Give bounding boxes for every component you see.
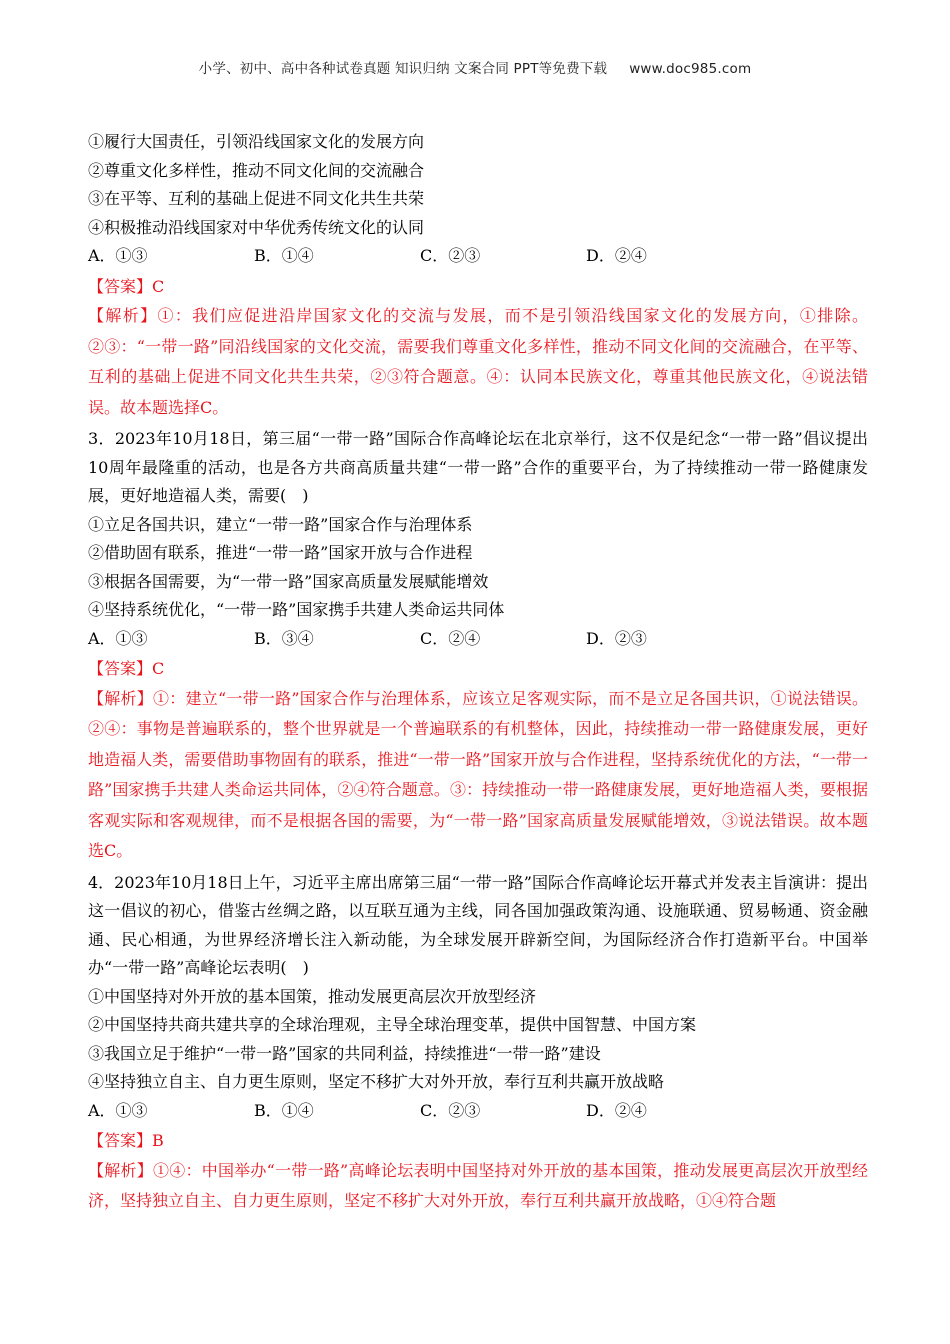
q4-options: [88, 1097, 868, 1126]
q4-option-a: A．①③: [88, 1100, 148, 1120]
q4-option-d: D．②④: [586, 1100, 647, 1120]
q2-answer: 【答案】C: [88, 276, 165, 296]
q2-option-a: A．①③: [88, 246, 148, 265]
q4-item-2: ②中国坚持共商共建共享的全球治理观，主导全球治理变革，提供中国智慧、中国方案: [88, 1015, 697, 1034]
q3-item-3: ③根据各国需要，为“一带一路”国家高质量发展赋能增效: [88, 571, 489, 591]
document-content: [88, 128, 868, 1217]
q2-options: [88, 242, 868, 271]
q4-option-c: C．②③: [420, 1100, 481, 1120]
q3-option-c: C．②④: [420, 628, 481, 648]
q4-option-b: B．①④: [254, 1100, 314, 1120]
question-3: [88, 425, 868, 867]
q4-answer: 【答案】B: [88, 1131, 164, 1150]
q4-analysis: 【解析】①④：中国举办“一带一路”高峰论坛表明中国坚持对外开放的基本国策，推动发展更高层次开放型经济，坚持独立自主、自力更生原则，坚定不移扩大对外开放，奉行互利共赢开放战略，①④符合题: [88, 1160, 868, 1210]
header-url[interactable]: www.doc985.com: [629, 61, 752, 77]
q3-stem: 3．2023年10月18日，第三届“一带一路”国际合作高峰论坛在北京举行，这不仅是纪念“一带一路”倡议提出10周年最隆重的活动，也是各方共商高质量共建“一带一路”合作的重要平台，为了持续推动一带一路健康发展，更好地造福人类，需要( ): [88, 429, 868, 505]
q3-options: [88, 625, 868, 654]
q4-item-1: ①中国坚持对外开放的基本国策，推动发展更高层次开放型经济: [88, 986, 537, 1006]
q4-stem: 4．2023年10月18日上午，习近平主席出席第三届“一带一路”国际合作高峰论坛开幕式并发表主旨演讲：提出这一倡议的初心，借鉴古丝绸之路，以互联互通为主线，同各国加强政策沟通、设施联通、贸易畅通、资金融通、民心相通，为世界经济增长注入新动能，为全球发展开辟新空间，为国际经济合作打造新平台。中国举办“一带一路”高峰论坛表明( ): [88, 872, 868, 977]
q2-item-2: ②尊重文化多样性，推动不同文化间的交流融合: [88, 160, 425, 180]
q2-analysis: 【解析】①：我们应促进沿岸国家文化的交流与发展，而不是引领沿线国家文化的发展方向，①排除。 ②③：“一带一路”同沿线国家的文化交流，需要我们尊重文化多样性，推动不同文化间的交流融合，在平等、互利的基础上促进不同文化共生共荣，②③符合题意。④：认同本民族文化，尊重其他民族文化，④说法错误。故本题选择C。: [88, 306, 868, 417]
q3-analysis: 【解析】①：建立“一带一路”国家合作与治理体系，应该立足客观实际，而不是立足各国共识，①说法错误。②④：事物是普遍联系的，整个世界就是一个普遍联系的有机整体，因此，持续推动一带一路健康发展，更好地造福人类，需要借助事物固有的联系，推进“一带一路”国家开放与合作进程，坚持系统优化的方法，“一带一路”国家携手共建人类命运共同体，②④符合题意。③：持续推动一带一路健康发展，更好地造福人类，要根据客观实际和客观规律，而不是根据各国的需要，为“一带一路”国家高质量发展赋能增效，③说法错误。故本题选C。: [88, 688, 868, 860]
question-2: [88, 128, 868, 423]
header-text: 小学、初中、高中各种试卷真题 知识归纳 文案合同 PPT等免费下载: [198, 61, 608, 77]
question-4: [88, 869, 868, 1217]
page-header: [0, 57, 950, 77]
q3-item-1: ①立足各国共识，建立“一带一路”国家合作与治理体系: [88, 514, 473, 534]
q3-answer: 【答案】C: [88, 659, 165, 678]
q2-option-d: D．②④: [586, 246, 647, 265]
q2-item-1: ①履行大国责任，引领沿线国家文化的发展方向: [88, 132, 425, 151]
q4-item-4: ④坚持独立自主、自力更生原则，坚定不移扩大对外开放，奉行互利共赢开放战略: [88, 1072, 665, 1091]
q3-item-4: ④坚持系统优化，“一带一路”国家携手共建人类命运共同体: [88, 600, 505, 619]
q2-item-3: ③在平等、互利的基础上促进不同文化共生共荣: [88, 189, 425, 208]
q3-item-2: ②借助固有联系，推进“一带一路”国家开放与合作进程: [88, 543, 473, 562]
q2-option-c: C．②③: [420, 246, 481, 265]
q3-option-a: A．①③: [88, 628, 148, 648]
q4-item-3: ③我国立足于维护“一带一路”国家的共同利益，持续推进“一带一路”建设: [88, 1043, 601, 1063]
q3-option-b: B．③④: [254, 628, 314, 648]
q3-option-d: D．②③: [586, 628, 647, 648]
q2-item-4: ④积极推动沿线国家对中华优秀传统文化的认同: [88, 217, 425, 237]
q2-option-b: B．①④: [254, 246, 314, 265]
